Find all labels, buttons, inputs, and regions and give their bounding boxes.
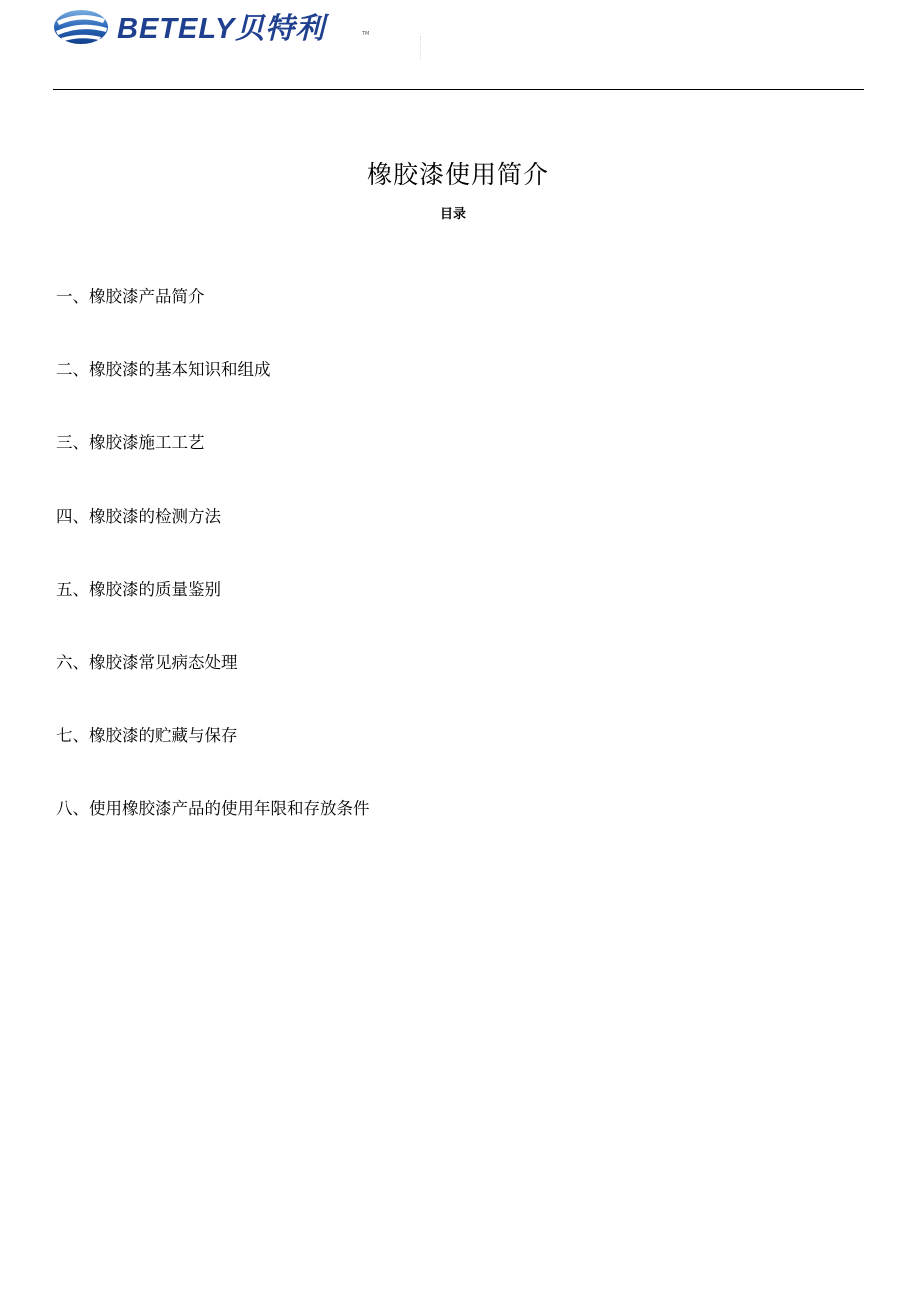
logo-wordmark: BETELY贝特利: [117, 13, 326, 45]
page-header: [0, 0, 920, 92]
toc-heading: 目录: [439, 207, 466, 222]
table-of-contents: [56, 285, 370, 871]
toc-item: 八、使用橡胶漆产品的使用年限和存放条件: [56, 799, 370, 819]
toc-item: 四、橡胶漆的检测方法: [56, 506, 221, 526]
betely-logo: [53, 6, 383, 48]
toc-item: 一、橡胶漆产品简介: [56, 287, 205, 306]
header-divider: [53, 89, 864, 90]
document-title: 橡胶漆使用简介: [366, 159, 549, 189]
toc-item: 六、橡胶漆常见病态处理: [56, 652, 238, 672]
globe-icon: [54, 10, 108, 44]
toc-item: 二、橡胶漆的基本知识和组成: [56, 360, 271, 380]
toc-item: 七、橡胶漆的贮藏与保存: [56, 726, 238, 746]
toc-item: 三、橡胶漆施工工艺: [56, 433, 205, 453]
logo-trademark: TM: [362, 31, 370, 37]
toc-item: 五、橡胶漆的质量鉴别: [56, 579, 221, 599]
header-dotted-mark: [420, 36, 422, 60]
